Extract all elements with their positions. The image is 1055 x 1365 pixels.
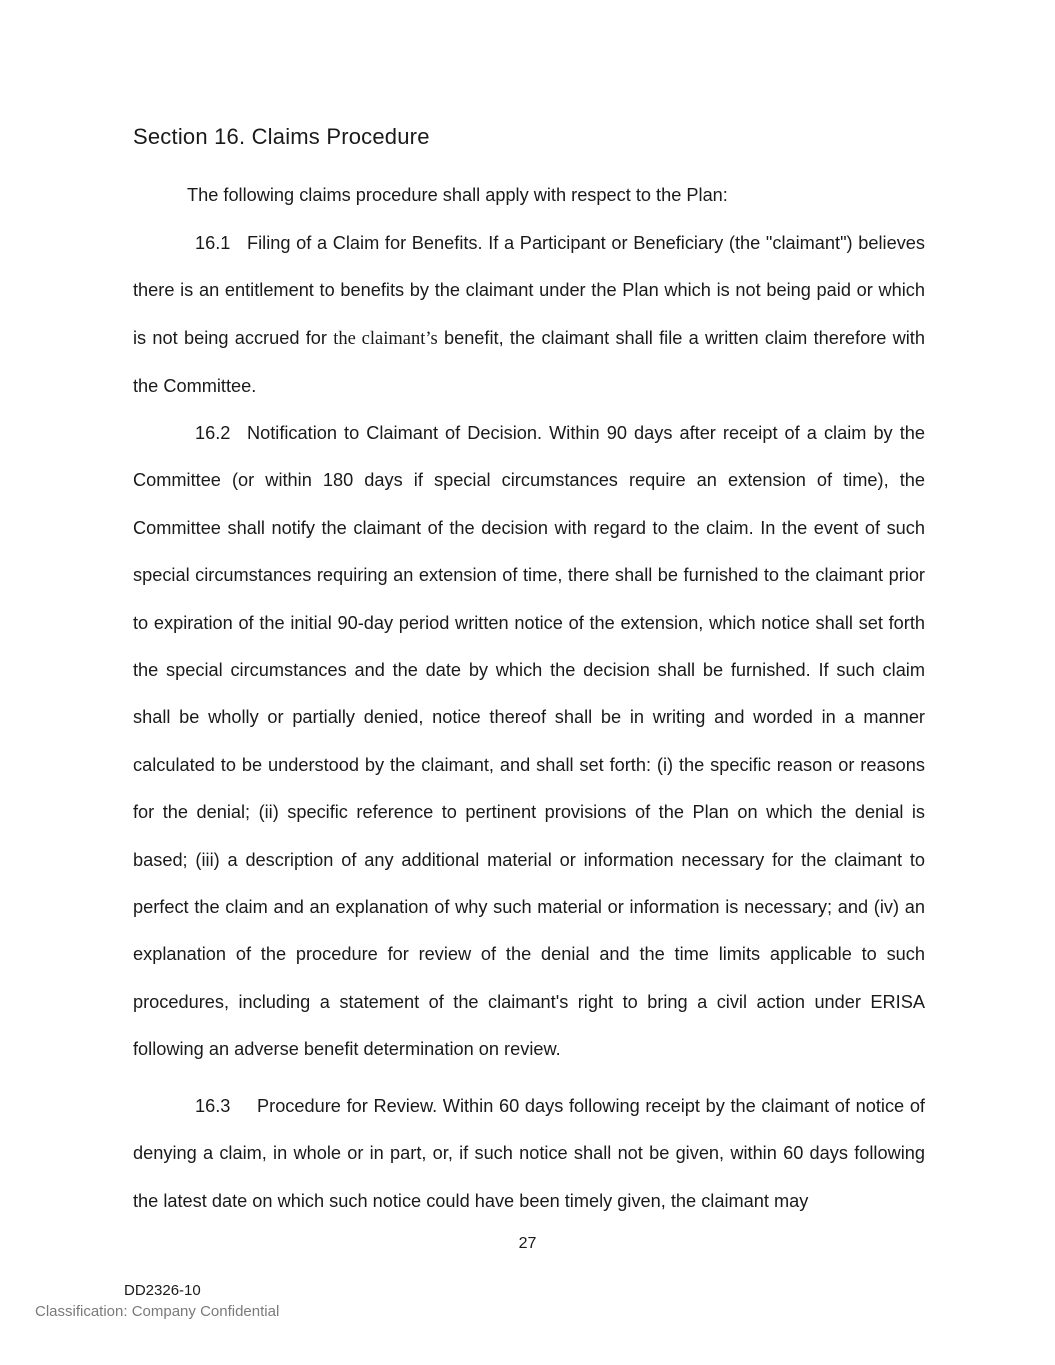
paragraph-text: Procedure for Review. Within 60 days following receipt by the claimant of notice of denying a claim, in whole or in part, or, if such notice shall not be given, within 60 days following the latest date on which such notice could have been timely given, the claimant may bbox=[133, 1096, 925, 1211]
paragraph-number: 16.2 bbox=[195, 423, 231, 443]
section-title: Section 16. Claims Procedure bbox=[133, 124, 430, 149]
paragraph-text: benefit, the claimant shall file a written claim therefore with the Committee. bbox=[133, 327, 925, 397]
page-number: 27 bbox=[518, 1235, 537, 1252]
paragraph-text-serif: the claimant’s bbox=[333, 328, 438, 349]
classification-label: Classification: Company Confidential bbox=[35, 1303, 280, 1320]
paragraph-16-3 bbox=[133, 1083, 925, 1225]
paragraph-16-2 bbox=[133, 410, 925, 1074]
document-id: DD2326-10 bbox=[124, 1282, 201, 1299]
paragraph-text: Notification to Claimant of Decision. Within 90 days after receipt of a claim by the Committee (or within 180 days if special circumstances require an extension of time), the Committee shall notify the claimant of the decision with regard to the claim. In the event of such special circumstances requiring an extension of time, there shall be furnished to the claimant prior to expiration of the initial 90-day period written notice of the extension, which notice shall set forth the special circumstances and the date by which the decision shall be furnished. If such claim shall be wholly or partially denied, notice thereof shall be in writing and worded in a manner calculated to be understood by the claimant, and shall set forth: (i) the specific reason or reasons for the denial; (ii) specific reference to pertinent provisions of the Plan on which the denial is based; (iii) a description of any additional material or information necessary for the claimant to perfect the claim and an explanation of why such material or information is necessary; and (iv) an explanation of the procedure for review of the denial and the time limits applicable to such procedures, including a statement of the claimant's right to bring a civil action under ERISA following an adverse benefit determination on review. bbox=[133, 423, 925, 1060]
paragraph-16-1 bbox=[133, 220, 925, 411]
paragraph-number: 16.3 bbox=[195, 1096, 231, 1116]
intro-paragraph: The following claims procedure shall apply with respect to the Plan: bbox=[187, 185, 728, 205]
paragraph-text: Filing of a Claim for Benefits. If a Participant or Beneficiary (the "claimant") believes there is an entitlement to benefits by the claimant under the Plan which is not being paid or which is not being accrued for bbox=[133, 233, 925, 348]
paragraph-number: 16.1 bbox=[195, 233, 231, 253]
